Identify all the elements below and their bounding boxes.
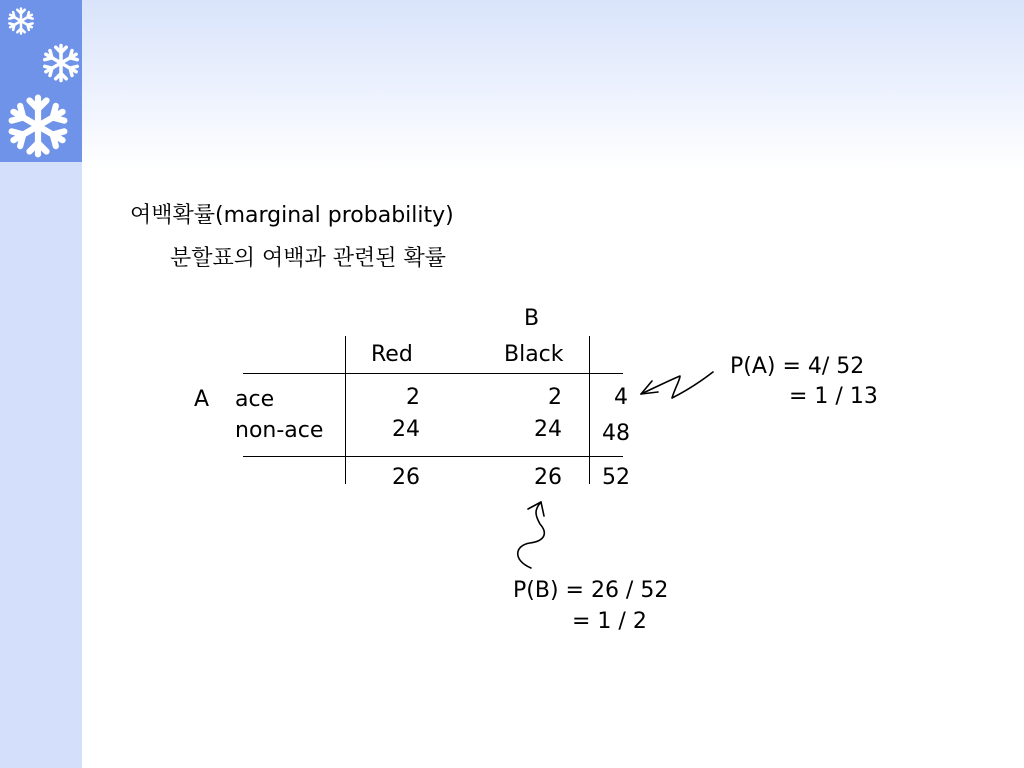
col-total-red: 26 [392, 465, 420, 490]
slide-title: 여백확률(marginal probability) [130, 203, 454, 228]
table-cell: 2 [406, 385, 420, 410]
pb-formula-line1: P(B) = 26 / 52 [513, 578, 669, 603]
row-total-ace: 4 [614, 385, 628, 410]
col-total-black: 26 [534, 465, 562, 490]
arrow-icon [518, 502, 545, 568]
slide-subtitle: 분할표의 여백과 관련된 확률 [170, 246, 447, 271]
table-cell: 24 [534, 417, 562, 442]
pa-formula-line1: P(A) = 4/ 52 [730, 354, 865, 379]
table-cell: 24 [392, 417, 420, 442]
pb-formula-line2: = 1 / 2 [572, 609, 647, 634]
col-header-red: Red [371, 342, 413, 367]
table-cell: 2 [548, 385, 562, 410]
col-header-black: Black [504, 342, 564, 367]
row-variable-label: A [194, 387, 210, 412]
grand-total: 52 [602, 465, 630, 490]
row-total-non-ace: 48 [602, 421, 630, 446]
column-variable-label: B [524, 306, 540, 331]
pa-formula-line2: = 1 / 13 [789, 384, 878, 409]
row-label-ace: ace [235, 387, 275, 412]
row-label-non-ace: non-ace [235, 418, 324, 443]
arrow-icon [641, 372, 713, 398]
